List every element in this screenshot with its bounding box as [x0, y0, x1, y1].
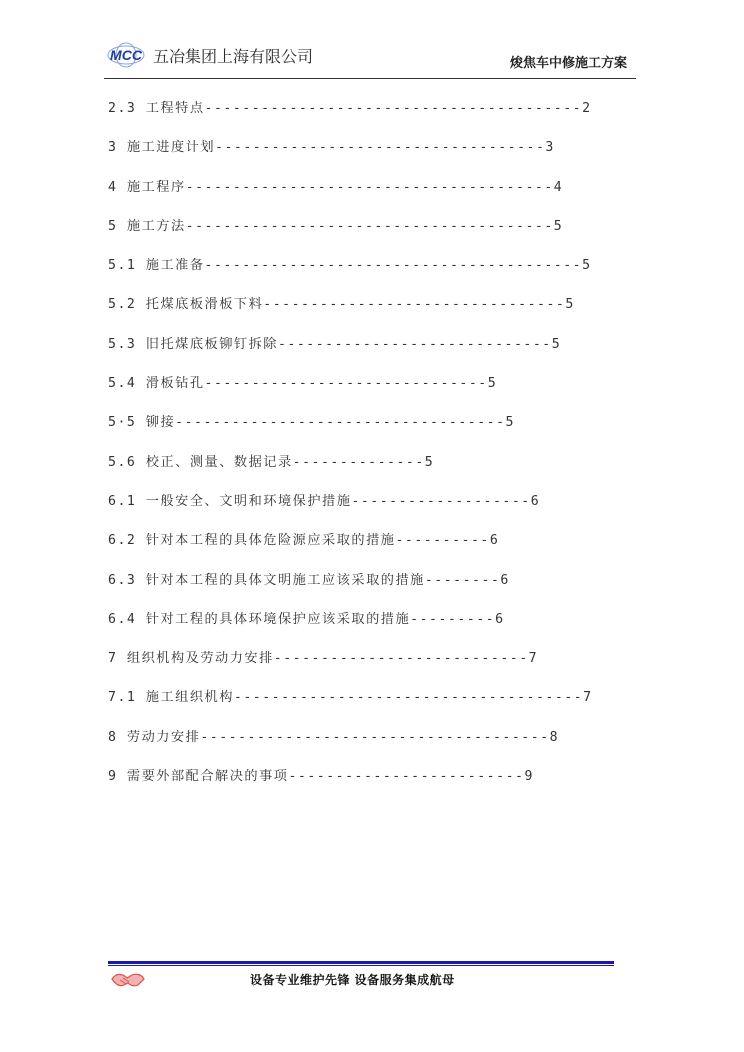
company-name: 五冶集团上海有限公司	[153, 47, 314, 66]
toc-entry-page: 8	[549, 729, 560, 745]
toc-entry	[108, 175, 578, 214]
toc-entry-label: 5.4 滑板钻孔	[108, 376, 205, 392]
toc-entry-label: 7.1 施工组织机构	[108, 690, 234, 706]
toc-entry-page: 7	[528, 651, 539, 667]
toc-entry	[108, 489, 578, 528]
toc-entry-page: 5	[424, 454, 435, 470]
toc-entry	[108, 646, 578, 685]
toc-entry-leader: --------------	[292, 454, 425, 470]
toc-entry-leader: ----------------------------------------	[204, 258, 583, 274]
toc-entry-label: 4 施工程序	[108, 179, 186, 195]
mcc-logo	[104, 42, 148, 68]
footer-divider	[108, 961, 614, 964]
toc-entry	[108, 332, 578, 371]
toc-entry	[108, 135, 578, 174]
table-of-contents	[108, 96, 593, 803]
toc-entry	[108, 607, 578, 646]
toc-entry-leader: -------------------	[351, 493, 531, 509]
toc-entry	[108, 450, 578, 489]
toc-entry-page: 5	[505, 415, 515, 431]
toc-entry-page: 6	[530, 493, 541, 509]
toc-entry-page: 6	[500, 572, 510, 588]
header-divider	[104, 78, 636, 79]
toc-entry	[108, 528, 578, 567]
toc-entry-page: 7	[583, 690, 593, 706]
toc-entry	[108, 764, 578, 803]
toc-entry	[108, 410, 578, 449]
toc-entry-page: 5	[553, 218, 564, 234]
toc-entry	[108, 568, 578, 607]
document-title: 焌焦车中修施工方案	[510, 56, 628, 71]
toc-entry-label: 9 需要外部配合解决的事项	[108, 769, 289, 785]
toc-entry-leader: ----------------------------------------	[204, 101, 583, 116]
toc-entry	[108, 292, 578, 331]
toc-entry-page: 6	[495, 611, 505, 627]
logo-text: MCC	[110, 47, 142, 63]
toc-entry-label: 5.3 旧托煤底板铆钉拆除	[108, 336, 278, 352]
toc-entry	[108, 685, 593, 724]
page-header	[0, 0, 744, 90]
toc-entry-page: 5	[551, 336, 562, 352]
toc-entry-label: 7 组织机构及劳动力安排	[108, 651, 274, 667]
toc-entry-leader: -----------------------------------	[215, 140, 546, 156]
toc-entry-label: 5.1 施工准备	[108, 258, 205, 274]
toc-entry	[108, 96, 592, 135]
handshake-icon	[110, 969, 146, 989]
toc-entry-leader: ---------------------------------------	[185, 179, 554, 195]
toc-entry-leader: ------------------------------	[204, 376, 488, 392]
toc-entry-leader: --------------------------------	[263, 297, 566, 313]
toc-entry	[108, 253, 592, 292]
toc-entry-page: 2	[582, 101, 592, 116]
toc-entry	[108, 214, 578, 253]
toc-entry-page: 3	[545, 140, 555, 156]
toc-entry-page: 5	[487, 376, 498, 392]
toc-entry-leader: -------------------------	[288, 769, 525, 785]
toc-entry-leader: ---------------------------------------	[185, 218, 554, 234]
toc-entry-leader: ---------	[410, 611, 496, 627]
toc-entry-leader: -------------------------------------	[200, 729, 550, 745]
toc-entry-label: 5·5 铆接	[108, 415, 176, 431]
toc-entry-page: 6	[489, 533, 500, 549]
toc-entry	[108, 725, 578, 764]
toc-entry-label: 6.3 针对本工程的具体文明施工应该采取的措施	[108, 572, 425, 588]
toc-entry-leader: --------	[424, 572, 501, 588]
toc-entry-label: 5.2 托煤底板滑板下料	[108, 297, 264, 313]
toc-entry-label: 2.3 工程特点	[108, 101, 205, 116]
toc-entry-label: 6.4 针对工程的具体环境保护应该采取的措施	[108, 611, 411, 627]
toc-entry-leader: ----------	[395, 533, 490, 549]
toc-entry-leader: -----------------------------	[277, 336, 552, 352]
toc-entry-leader: -----------------------------------	[175, 415, 506, 431]
page-footer	[0, 955, 744, 1005]
toc-entry-leader: ---------------------------	[273, 651, 529, 667]
toc-entry-leader: -------------------------------------	[233, 690, 584, 706]
footer-slogan: 设备专业维护先锋 设备服务集成航母	[250, 973, 455, 987]
toc-entry-label: 8 劳动力安排	[108, 729, 201, 745]
footer-divider-thin	[108, 965, 614, 966]
toc-entry-page: 5	[582, 258, 592, 274]
toc-entry-label: 3 施工进度计划	[108, 140, 216, 156]
toc-entry	[108, 371, 578, 410]
toc-entry-label: 6.1 一般安全、文明和环境保护措施	[108, 493, 352, 509]
toc-entry-page: 4	[553, 179, 564, 195]
toc-entry-page: 5	[565, 297, 575, 313]
toc-entry-label: 5.6 校正、测量、数据记录	[108, 454, 293, 470]
toc-entry-page: 9	[524, 769, 534, 785]
toc-entry-label: 6.2 针对本工程的具体危险源应采取的措施	[108, 533, 396, 549]
toc-entry-label: 5 施工方法	[108, 218, 186, 234]
